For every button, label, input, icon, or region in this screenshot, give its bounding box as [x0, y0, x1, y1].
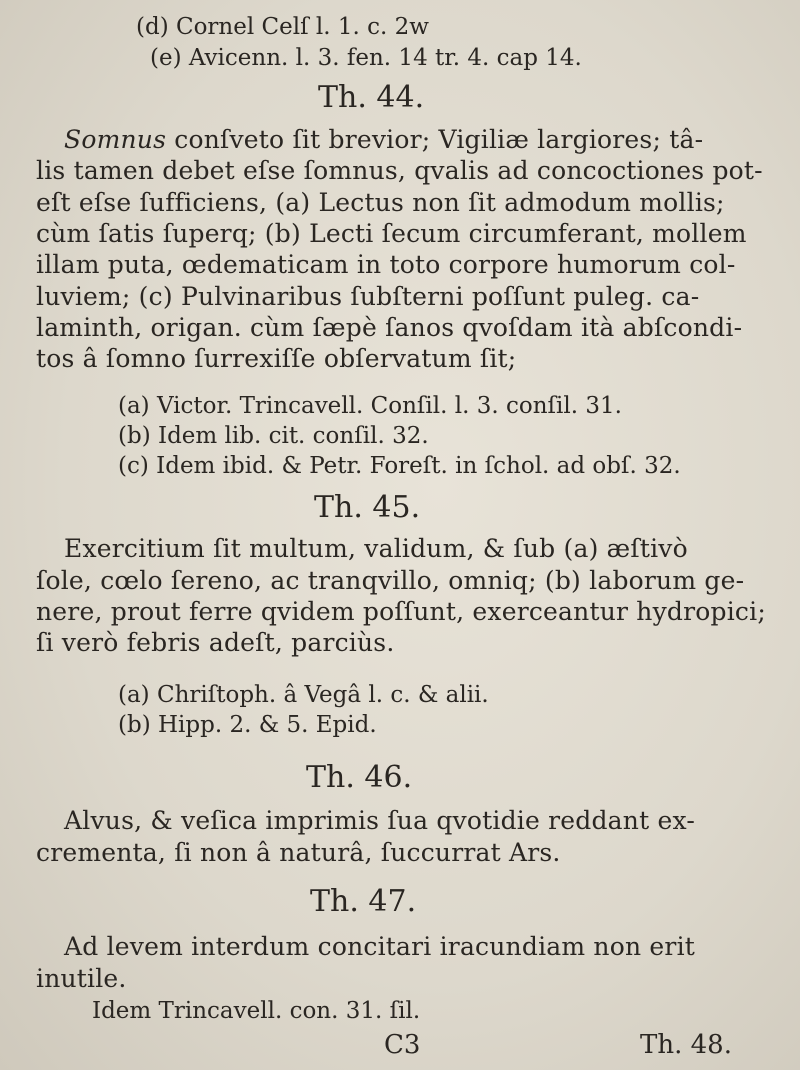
footnote: (b) Idem lib. cit. conſil. 32. — [118, 423, 429, 449]
text-line: Exercitium ſit multum, validum, & ſub (a) æſtivò — [64, 534, 688, 563]
text-line: laminth, origan. cùm ſæpè ſanos qvoſdam ità abſcondi- — [36, 313, 743, 342]
text-line: nere, prout ferre qvidem poſſunt, exerceantur hydropici; — [36, 597, 766, 626]
text-line: inutile. — [36, 964, 127, 993]
text-line: illam puta, œdematicam in toto corpore humorum col- — [36, 250, 736, 279]
catchword: Th. 48. — [640, 1030, 732, 1060]
emphasis: Somnus — [64, 125, 167, 154]
text-rest: conſveto ſit brevior; Vigiliæ largiores; tâ- — [174, 125, 704, 154]
footnote: (a) Victor. Trincavell. Conſil. l. 3. conſil. 31. — [118, 393, 622, 419]
text-line: ſi verò febris adeſt, parciùs. — [36, 628, 395, 657]
text-line: Ad levem interdum concitari iracundiam non erit — [64, 932, 696, 961]
section-heading: Th. 45. — [314, 490, 421, 525]
text-line: ſole, cœlo ſereno, ac tranqvillo, omniq; (b) laborum ge- — [36, 566, 745, 595]
signature-mark: C3 — [384, 1030, 421, 1060]
text-line: lis tamen debet eſse ſomnus, qvalis ad concoctiones pot- — [36, 156, 763, 185]
section-heading: Th. 44. — [318, 80, 425, 115]
footnote: (b) Hipp. 2. & 5. Epid. — [118, 712, 377, 738]
text-line — [64, 125, 703, 154]
footnote: Idem Trincavell. con. 31. ſil. — [92, 998, 421, 1024]
footnote-e: (e) Avicenn. l. 3. fen. 14 tr. 4. cap 14. — [150, 45, 582, 71]
section-heading: Th. 46. — [306, 760, 413, 795]
footnote: (a) Chriſtoph. â Vegâ l. c. & alii. — [118, 682, 489, 708]
text-line: Alvus, & veſica imprimis ſua qvotidie reddant ex- — [64, 806, 695, 835]
text-line: tos â ſomno ſurrexiſſe obſervatum ſit; — [36, 344, 517, 373]
footnote-d: (d) Cornel Celſ l. 1. c. 2w — [136, 14, 429, 40]
text-line: luviem; (c) Pulvinaribus ſubſterni poſſunt puleg. ca- — [36, 282, 700, 311]
text-line: eſt eſse ſufficiens, (a) Lectus non ſit admodum mollis; — [36, 188, 725, 217]
footnote: (c) Idem ibid. & Petr. Foreſt. in ſchol. ad obſ. 32. — [118, 453, 681, 479]
text-line: crementa, ſi non â naturâ, ſuccurrat Ars. — [36, 838, 561, 867]
section-heading: Th. 47. — [310, 884, 417, 919]
text-line: cùm ſatis ſuperq; (b) Lecti ſecum circumferant, mollem — [36, 219, 747, 248]
